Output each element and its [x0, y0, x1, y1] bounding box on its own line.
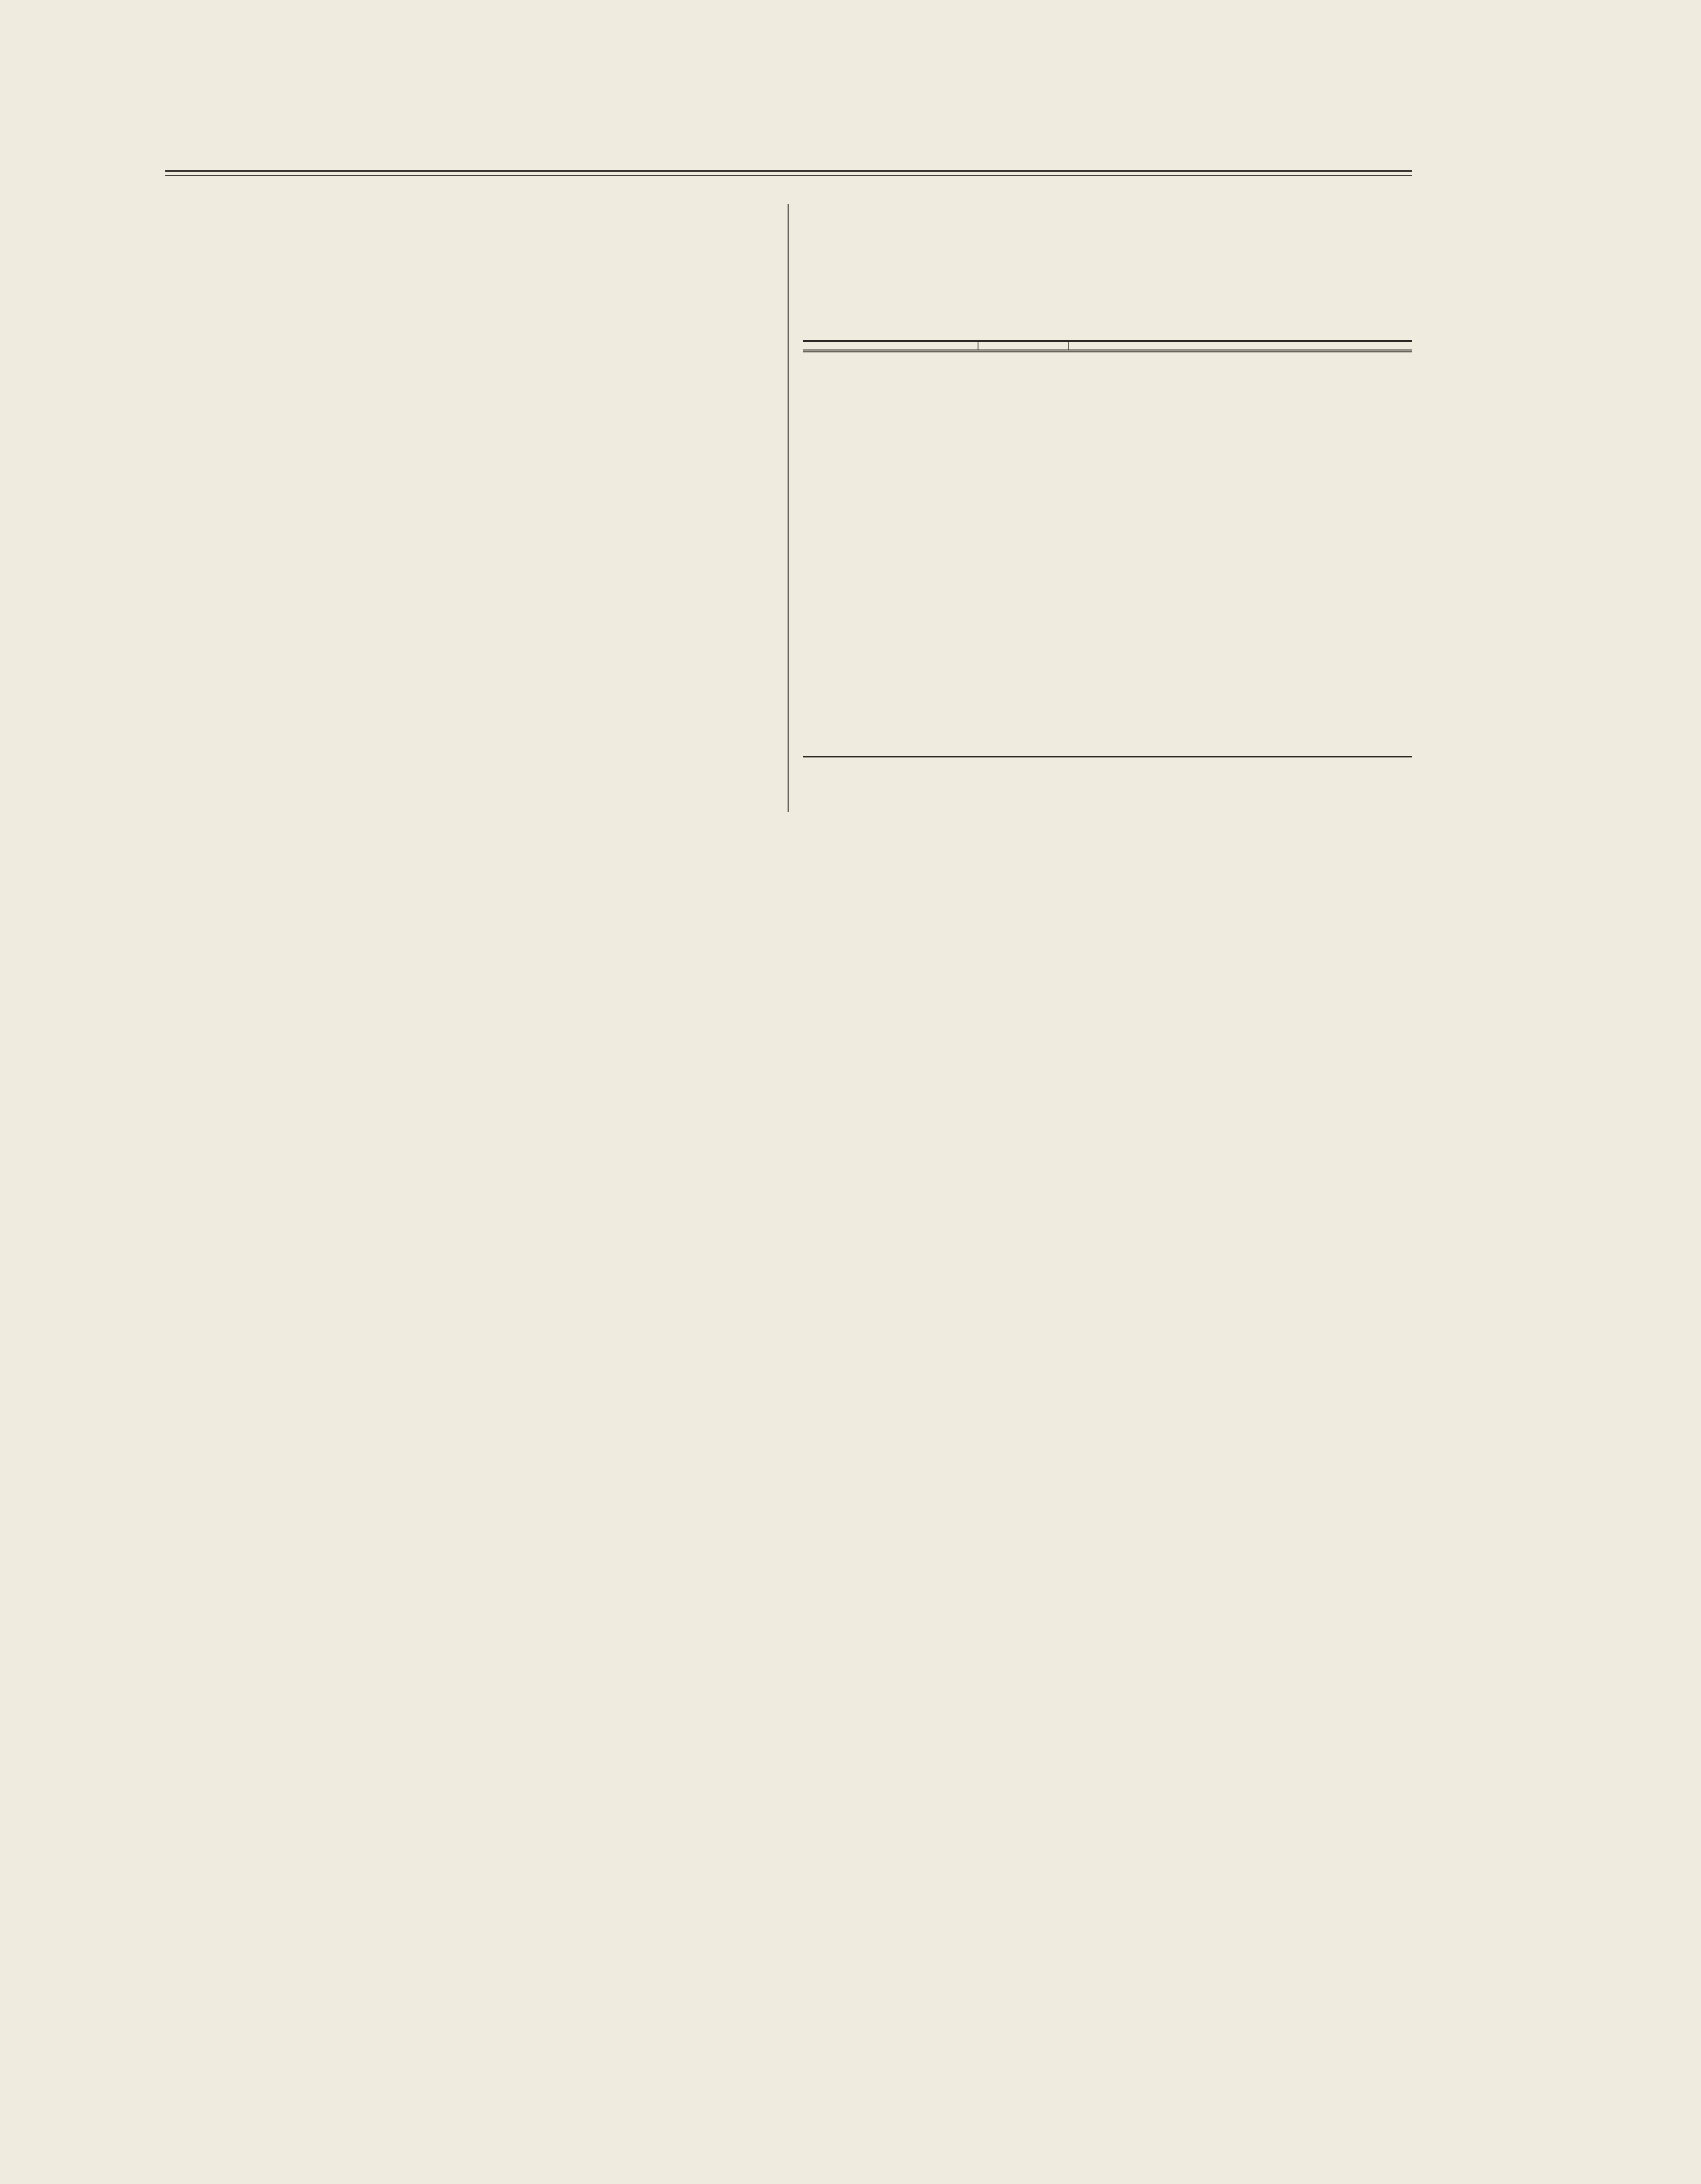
- header-rule: [165, 170, 1412, 172]
- table-5a: [803, 340, 1412, 352]
- voltage-chart: [214, 845, 1449, 1976]
- page-header: [165, 124, 1412, 158]
- col-header-count: [978, 341, 1068, 351]
- col-header-remarks: [1068, 341, 1412, 351]
- column-divider: [788, 204, 789, 812]
- left-column: [165, 204, 773, 214]
- table-bottom-rule: [803, 756, 1412, 757]
- col-header-voltage: [803, 341, 978, 351]
- header-rule-thin: [165, 175, 1412, 176]
